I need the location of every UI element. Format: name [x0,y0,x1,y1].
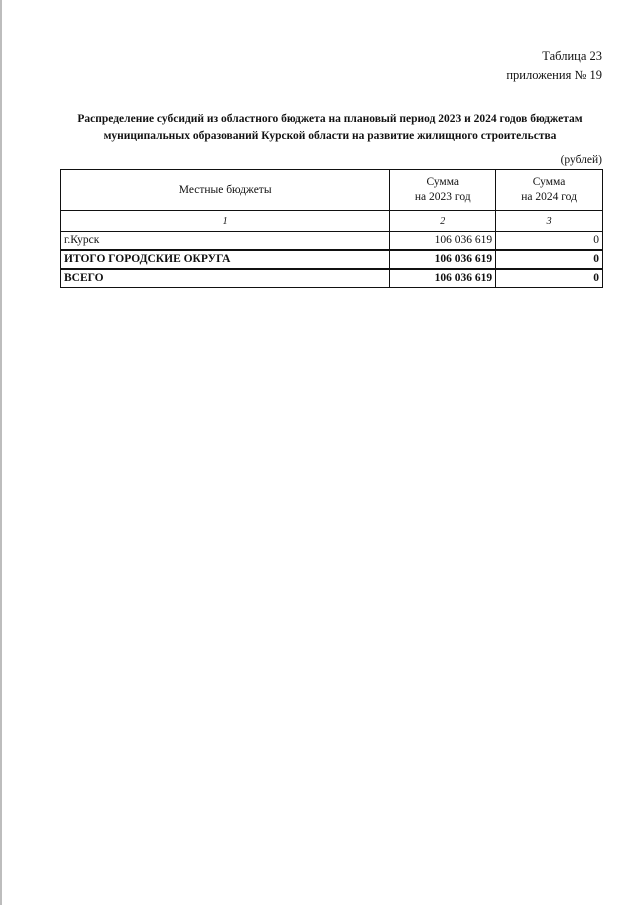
row-name: ИТОГО ГОРОДСКИЕ ОКРУГА [61,250,390,269]
column-number: 2 [390,211,496,232]
column-number: 1 [61,211,390,232]
subsidy-table [60,169,603,288]
column-header-2023: Сумма на 2023 год [390,170,496,211]
column-number-row [61,211,603,232]
row-name: г.Курск [61,232,390,251]
table-row-total-city-districts [61,250,603,269]
title-line-1: Распределение субсидий из областного бюджета на плановый период 2023 и 2024 годов бюджетам [77,113,583,125]
title-line-2: муниципальных образований Курской области на развитие жилищного строительства [103,130,557,142]
row-sum-2023: 106 036 619 [390,269,496,288]
document-title [40,111,620,145]
row-sum-2023: 106 036 619 [390,232,496,251]
table-row-grand-total [61,269,603,288]
table-label: Таблица 23 [542,49,602,63]
row-sum-2024: 0 [496,269,603,288]
table-header-row [61,170,603,211]
column-number: 3 [496,211,603,232]
row-sum-2024: 0 [496,232,603,251]
table-row-kursk [61,232,603,251]
column-header-2024: Сумма на 2024 год [496,170,603,211]
column-header-budgets: Местные бюджеты [61,170,390,211]
appendix-label: приложения № 19 [506,68,602,82]
units-label: (рублей) [560,154,602,166]
row-name: ВСЕГО [61,269,390,288]
page-edge [0,0,2,905]
row-sum-2023: 106 036 619 [390,250,496,269]
row-sum-2024: 0 [496,250,603,269]
